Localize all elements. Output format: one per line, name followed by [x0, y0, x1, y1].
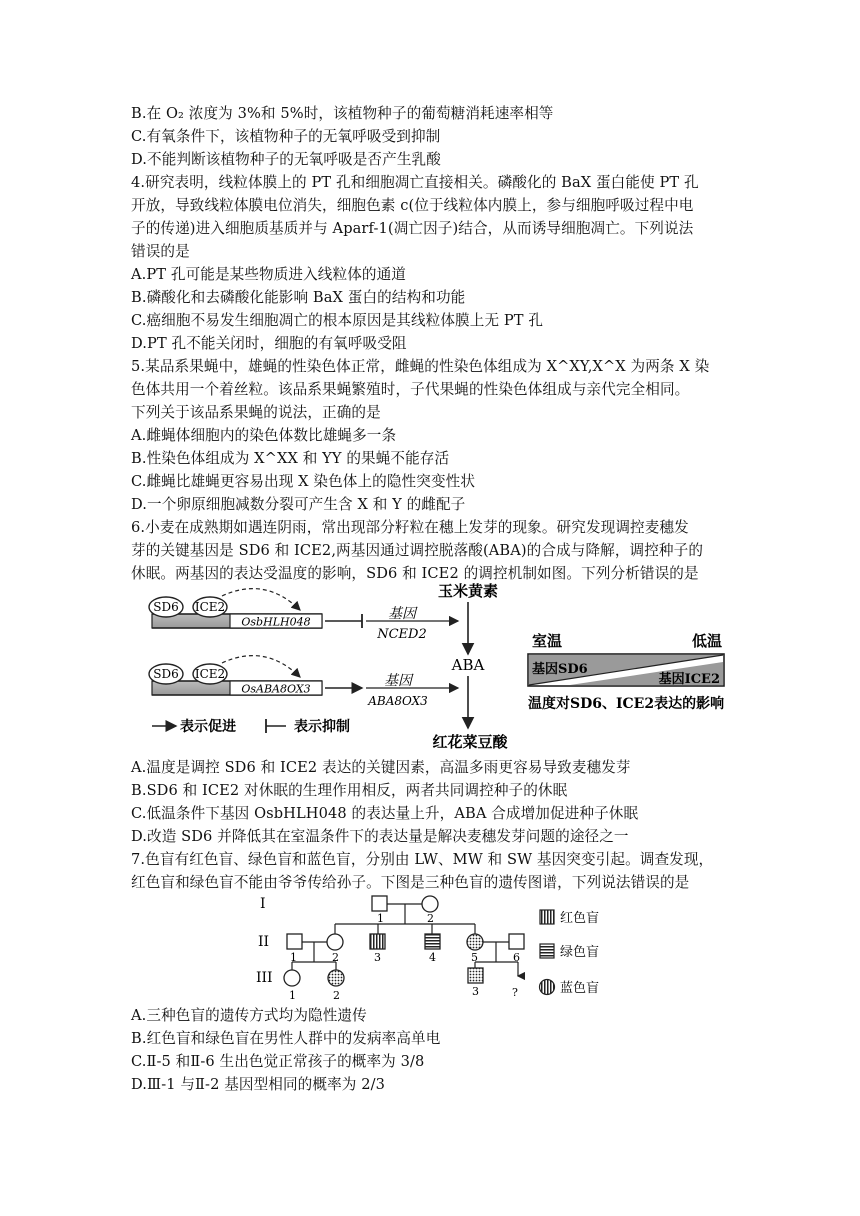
q7-stem-line2: 红色盲和绿色盲不能由爷爷传给孙子。下图是三种色盲的遗传图谱，下列说法错误的是	[131, 874, 690, 891]
generation-label-1: I	[260, 896, 266, 912]
aba8ox3-jiyin-label: 基因	[384, 673, 412, 689]
individual-II-3	[370, 934, 385, 949]
legend-green-label: 绿色盲	[560, 945, 600, 960]
sd6-label-2: SD6	[153, 667, 179, 681]
q4-option-a: A.PT 孔可能是某些物质进入线粒体的通道	[131, 266, 406, 283]
q6-stem-line2: 芽的关键基因是 SD6 和 ICE2,两基因通过调控脱落酸(ABA)的合成与降解，调控种子的	[131, 542, 704, 559]
bar-caption: 温度对SD6、ICE2表达的影响	[528, 696, 725, 712]
low-temp-label: 低温	[691, 632, 722, 650]
individual-I-2	[422, 896, 438, 912]
ice2-label-2: ICE2	[194, 667, 226, 681]
q7-stem-line1: 7.色盲有红色盲、绿色盲和蓝色盲，分别由 LW、MW 和 SW 基因突变引起。调查发现，	[131, 851, 714, 868]
q4-stem-line3: 子的传递)进入细胞质基质并与 Aparf-1(凋亡因子)结合，从而诱导细胞凋亡。下列说法	[131, 220, 694, 237]
label-I-1: 1	[377, 912, 384, 925]
sd6-label-1: SD6	[153, 600, 179, 614]
legend-green-symbol	[540, 944, 554, 958]
individual-II-6	[509, 934, 524, 949]
q6-option-a: A.温度是调控 SD6 和 ICE2 表达的关键因素，高温多雨更容易导致麦穗发芽	[131, 759, 631, 776]
generation-label-3: III	[256, 970, 273, 986]
label-II-4: 4	[429, 951, 436, 964]
q6-stem-line3: 休眠。两基因的表达受温度的影响，SD6 和 ICE2 的调控机制如图。下列分析错误的是	[131, 565, 699, 582]
q7-option-b: B.红色盲和绿色盲在男性人群中的发病率高单电	[131, 1030, 441, 1047]
legend-promote-label: 表示促进	[180, 719, 236, 735]
q6-stem-line1: 6.小麦在成熟期如遇连阴雨，常出现部分籽粒在穗上发芽的现象。研究发现调控麦穗发	[131, 519, 689, 536]
aba8ox3-label: ABA8OX3	[368, 694, 428, 708]
label-II-1: 1	[290, 951, 297, 964]
individual-II-1	[287, 934, 302, 949]
q7-option-a: A.三种色盲的遗传方式均为隐性遗传	[131, 1007, 367, 1024]
individual-I-1	[372, 896, 387, 911]
label-III-2: 2	[333, 989, 340, 1002]
q5-option-b: B.性染色体组成为 X^XX 和 YY 的果蝇不能存活	[131, 450, 450, 467]
q4-stem-line4: 错误的是	[131, 243, 190, 260]
q3-option-c: C.有氧条件下，该植物种子的无氧呼吸受到抑制	[131, 128, 441, 145]
q4-option-d: D.PT 孔不能关闭时，细胞的有氧呼吸受阻	[131, 335, 407, 352]
legend-red-symbol	[540, 910, 554, 924]
label-III-1: 1	[289, 989, 296, 1002]
q6-option-d: D.改造 SD6 并降低其在室温条件下的表达量是解决麦穗发芽问题的途径之一	[131, 828, 629, 845]
label-II-5: 5	[471, 951, 478, 964]
label-II-2: 2	[332, 951, 339, 964]
individual-III-2	[328, 970, 344, 986]
individual-II-2	[327, 934, 343, 950]
q7-option-c: C.Ⅱ-5 和Ⅱ-6 生出色觉正常孩子的概率为 3/8	[131, 1053, 425, 1070]
pedigree-figure	[250, 892, 620, 1004]
label-II-3: 3	[374, 951, 381, 964]
zeaxanthin-label: 玉米黄素	[437, 582, 499, 600]
nced2-jiyin-label: 基因	[388, 606, 416, 622]
legend-blue-label: 蓝色盲	[560, 981, 600, 996]
gene-label-osaba8ox3: OsABA8OX3	[241, 682, 311, 696]
q6-figure	[140, 582, 730, 754]
promote-arrow-2	[222, 656, 300, 677]
q5-option-c: C.雌蝇比雄蝇更容易出现 X 染色体上的隐性突变性状	[131, 473, 476, 490]
individual-II-4	[425, 934, 440, 949]
q6-option-b: B.SD6 和 ICE2 对休眠的生理作用相反，两者共同调控种子的休眠	[131, 782, 568, 799]
individual-III-1	[284, 970, 300, 986]
label-III-3: 3	[472, 985, 479, 998]
label-II-6: 6	[513, 951, 520, 964]
ice2-label-1: ICE2	[194, 600, 226, 614]
unknown-label: ?	[512, 986, 518, 999]
q3-option-d: D.不能判断该植物种子的无氧呼吸是否产生乳酸	[131, 151, 441, 168]
q4-option-c: C.癌细胞不易发生细胞凋亡的根本原因是其线粒体膜上无 PT 孔	[131, 312, 544, 329]
individual-II-5	[467, 934, 483, 950]
generation-label-2: II	[258, 934, 270, 950]
q5-option-d: D.一个卵原细胞减数分裂可产生含 X 和 Y 的雌配子	[131, 496, 466, 513]
q6-option-c: C.低温条件下基因 OsbHLH048 的表达量上升，ABA 合成增加促进种子休眠	[131, 805, 639, 822]
phaseic-acid-label: 红花菜豆酸	[432, 733, 508, 751]
q5-option-a: A.雌蝇体细胞内的染色体数比雄蝇多一条	[131, 427, 397, 444]
q5-stem-line3: 下列关于该品系果蝇的说法，正确的是	[131, 404, 381, 421]
bar-sd6-label: 基因SD6	[532, 662, 588, 677]
q5-stem-line2: 色体共用一个着丝粒。该品系果蝇繁殖时，子代果蝇的性染色体组成与亲代完全相同。	[131, 381, 690, 398]
label-I-2: 2	[427, 912, 434, 925]
q4-stem-line2: 开放，导致线粒体膜电位消失，细胞色素 c(位于线粒体内膜上，参与细胞呼吸过程中电	[131, 197, 694, 214]
q4-option-b: B.磷酸化和去磷酸化能影响 BaX 蛋白的结构和功能	[131, 289, 466, 306]
bar-ice2-label: 基因ICE2	[658, 672, 720, 687]
aba-label: ABA	[451, 656, 485, 674]
legend-red-label: 红色盲	[560, 911, 600, 926]
legend-inhibit-label: 表示抑制	[294, 719, 350, 735]
q5-stem-line1: 5.某品系果蝇中，雄蝇的性染色体正常，雌蝇的性染色体组成为 X^XY,X^X 为两条 X 染	[131, 358, 710, 375]
q4-stem-line1: 4.研究表明，线粒体膜上的 PT 孔和细胞凋亡直接相关。磷酸化的 BaX 蛋白能使 PT 孔	[131, 174, 699, 191]
promote-arrow-1	[222, 589, 300, 610]
q7-option-d: D.Ⅲ-1 与Ⅱ-2 基因型相同的概率为 2/3	[131, 1076, 385, 1093]
gene-label-osbhlh048: OsbHLH048	[241, 615, 311, 629]
q3-option-b: B.在 O₂ 浓度为 3%和 5%时，该植物种子的葡萄糖消耗速率相等	[131, 105, 554, 122]
room-temp-label: 室温	[532, 632, 563, 650]
individual-III-3	[468, 968, 483, 983]
legend-blue-symbol	[540, 980, 555, 995]
nced2-label: NCED2	[377, 627, 427, 642]
